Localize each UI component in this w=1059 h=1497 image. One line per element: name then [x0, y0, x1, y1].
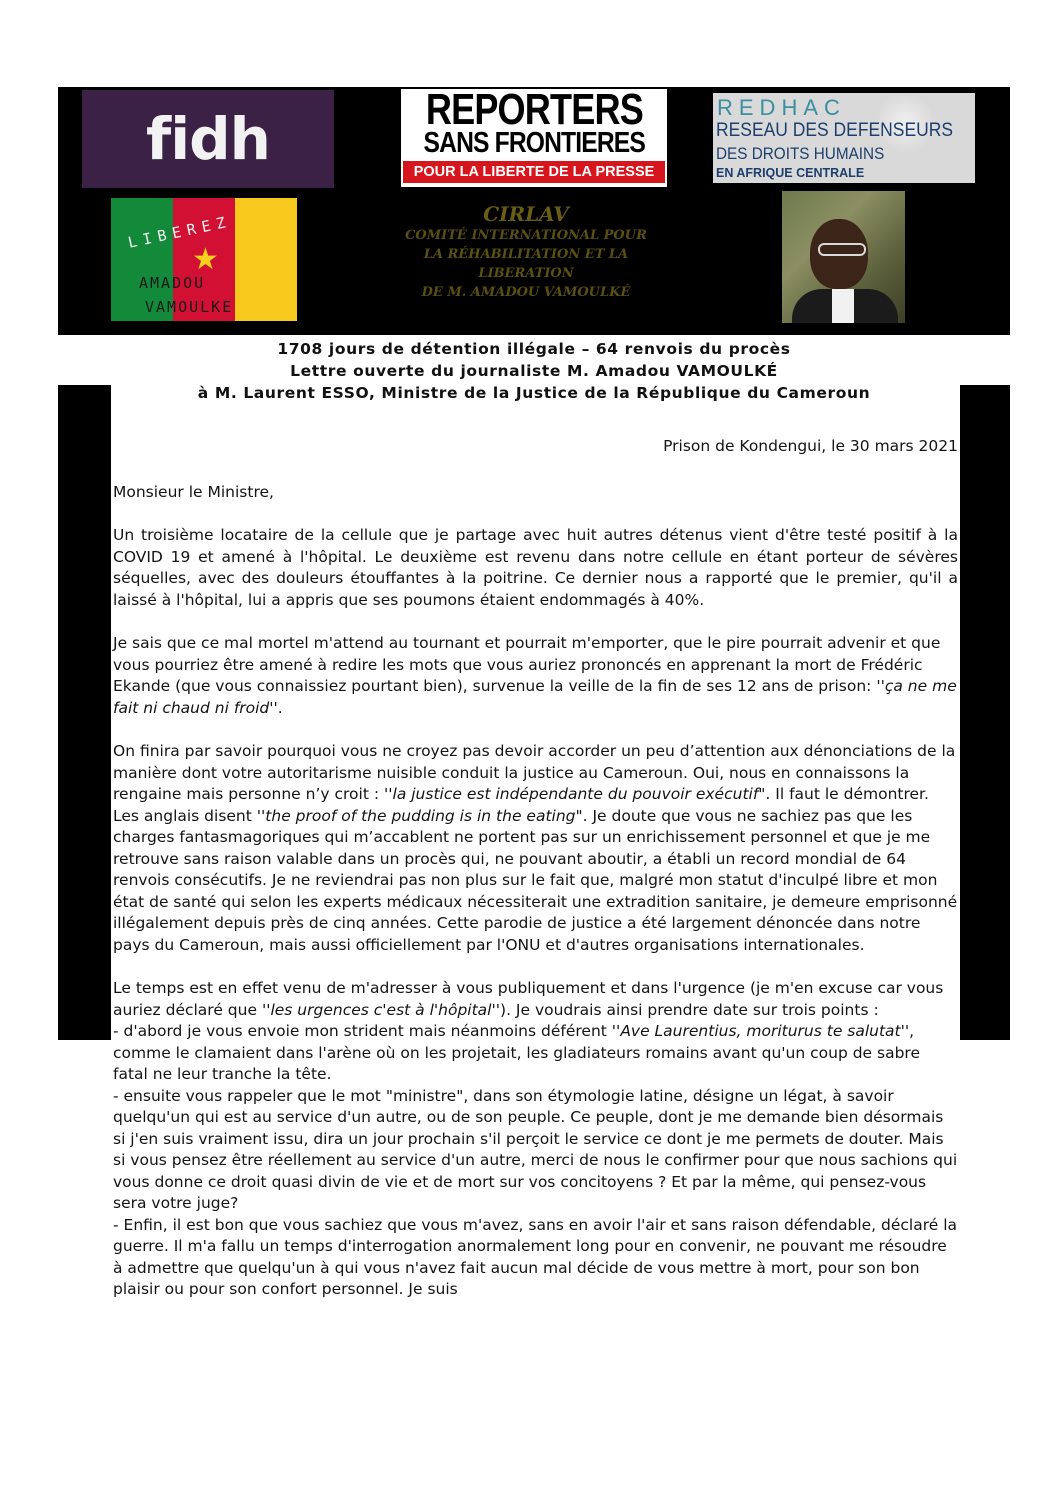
salutation: Monsieur le Ministre,: [113, 482, 274, 501]
paragraph-3-quote2: ''the proof of the pudding is in the eating": [256, 806, 583, 825]
right-black-bar: [960, 385, 1010, 1040]
dateline: Prison de Kondengui, le 30 mars 2021: [663, 437, 958, 455]
cirlav-line1: COMITÉ INTERNATIONAL POUR: [405, 228, 647, 243]
flag-text-line2: AMADOU: [139, 274, 206, 292]
fidh-logo-text: fidh: [146, 105, 270, 173]
list-item-1: [113, 1021, 958, 1086]
portrait-glasses: [818, 243, 866, 256]
flag-text-line3: VAMOULKE: [145, 298, 234, 316]
rsf-logo-line3: POUR LA LIBERTE DE LA PRESSE: [403, 161, 665, 183]
paragraph-3-mid: . Il faut le démontrer. Les anglais disent: [113, 785, 929, 825]
cameroon-flag-logo: [111, 198, 297, 321]
star-icon: ★: [192, 242, 219, 277]
paragraph-3-text: On finira par savoir pourquoi vous ne croyez pas devoir accorder un peu d’attention aux dénonciations de la manière dont votre autoritarisme nuisible conduit la justice au Cameroun. Oui, nous en connaissons la rengaine mais personne n’y croit :: [113, 742, 956, 803]
letter-heading: [58, 338, 1010, 404]
heading-line2: Lettre ouverte du journaliste M. Amadou VAMOULKÉ: [290, 362, 778, 380]
paragraph-1: Un troisième locataire de la cellule que je partage avec huit autres détenus vient d'être testé positif à la COVID 19 et amené à l'hôpital. Le deuxième est revenu dans notre cellule en étant porteur de sévères séquelles, avec des douleurs étouffantes à la poitrine. Ce dernier nous a rapporté que le premier, qu'il a laissé à l'hôpital, lui a appris que ses poumons étaient endommagés à 40%.: [113, 526, 958, 609]
paragraph-2-text: Je sais que ce mal mortel m'attend au tournant et pourrait m'emporter, que le pire pourrait advenir et que vous pourriez être amené à redire les mots que vous auriez prononcés en apprenant la mort de Frédéric Ekande (que vous connaissiez pourtant bien), survenue la veille de la fin de ses 12 ans de prison: '': [113, 634, 941, 695]
letter-body: [113, 430, 958, 1301]
list-item-2: - ensuite vous rappeler que le mot "ministre", dans son étymologie latine, désigne un légat, à savoir quelqu'un qui est au service d'un autre, ou de son peuple. Ce peuple, dont je me demande bien désormais si j'en suis vraiment issu, dira un jour prochain s'il perçoit le service ce dont je me permets de douter. Mais si vous pensez être réellement au service d'un autre, merci de nous le confirmer pour que nous sachions qui vous donne ce droit quasi divin de vie et de mort sur vos concitoyens ? Et par la même, qui pensez-vous sera votre juge?: [113, 1086, 958, 1212]
redhac-logo-line1: REDHAC: [717, 95, 846, 120]
portrait-photo: [782, 191, 905, 323]
flag-yellow-stripe: [235, 198, 297, 321]
rsf-logo: [401, 85, 667, 187]
cirlav-title: CIRLAV: [483, 202, 569, 226]
paragraph-3-quote1: ''la justice est indépendante du pouvoir exécutif": [384, 785, 766, 803]
fidh-logo: [82, 90, 334, 188]
redhac-logo-line4: EN AFRIQUE CENTRALE: [716, 166, 865, 180]
cirlav-line3: DE M. AMADOU VAMOULKÉ: [421, 285, 631, 300]
list-item-1-end: '', comme le clamaient dans l'arène où on les projetait, les gladiateurs romains avant qu'un coup de sabre fatal ne leur tranche la tête.: [113, 1022, 920, 1083]
rsf-logo-line1: REPORTERS: [425, 85, 643, 134]
heading-line1: 1708 jours de détention illégale – 64 renvois du procès: [277, 340, 791, 358]
list-item-1-text: - d'abord je vous envoie mon strident mais néanmoins déférent '': [113, 1022, 621, 1040]
redhac-logo-line2: RESEAU DES DEFENSEURS: [716, 120, 954, 141]
redhac-logo: [713, 93, 975, 183]
paragraph-4-quote: ''les urgences c'est à l'hôpital'': [261, 1000, 501, 1019]
portrait-shirt: [832, 289, 854, 323]
paragraph-4: [113, 978, 958, 1021]
list-item-1-quote: Ave Laurentius, moriturus te salutat: [620, 1022, 901, 1040]
rsf-logo-line2: SANS FRONTIERES: [423, 127, 645, 159]
paragraph-4-end: ). Je voudrais ainsi prendre date sur trois points :: [500, 1000, 879, 1019]
paragraph-2-end: ''.: [269, 698, 283, 717]
paragraph-3-end: . Je doute que vous ne sachiez pas que les charges fantasmagoriques qui m’accablent ne portent pas sur un enrichissement personnel et que je me retrouve sans raison valable dans un procès qui, ne pouvant aboutir, a établi un record mondial de 64 renvois consécutifs. Je ne reviendrai pas non plus sur le fait que, malgré mon statut d'inculpé libre et mon état de santé qui selon les experts médicaux nécessiterait une extradition sanitaire, je demeure emprisonné illégalement depuis près de cinq années. Cette parodie de justice a été largement dénoncée dans notre pays du Cameroun, mais aussi officiellement par l'ONU et d'autres organisations internationales.: [113, 806, 958, 954]
cirlav-line2: LA RÉHABILITATION ET LA LIBERATION: [423, 247, 629, 281]
paragraph-2-quote: ça ne me fait ni chaud ni froid: [113, 677, 957, 717]
left-black-bar: [58, 385, 111, 1040]
header-band: [58, 87, 1010, 335]
heading-line3: à M. Laurent ESSO, Ministre de la Justice de la République du Cameroun: [197, 384, 871, 402]
flag-text-line1: LIBEREZ: [126, 212, 233, 252]
paragraph-3: [113, 741, 958, 956]
list-item-3: - Enfin, il est bon que vous sachiez que vous m'avez, sans en avoir l'air et sans raison défendable, déclaré la guerre. Il m'a fallu un temps d'interrogation anormalement long pour en convenir, ne pouvant me résoudre à admettre que quelqu'un à qui vous n'avez fait aucun mal décide de vous mettre à mort, pour son bon plaisir ou pour son confort personnel. Je suis: [113, 1215, 958, 1298]
cirlav-logo: [376, 202, 676, 302]
paragraph-4-text: Le temps est en effet venu de m'adresser à vous publiquement et dans l'urgence (je m'en excuse car vous auriez déclaré que: [113, 979, 944, 1019]
redhac-logo-line3: DES DROITS HUMAINS: [716, 144, 885, 163]
paragraph-2: [113, 633, 958, 719]
